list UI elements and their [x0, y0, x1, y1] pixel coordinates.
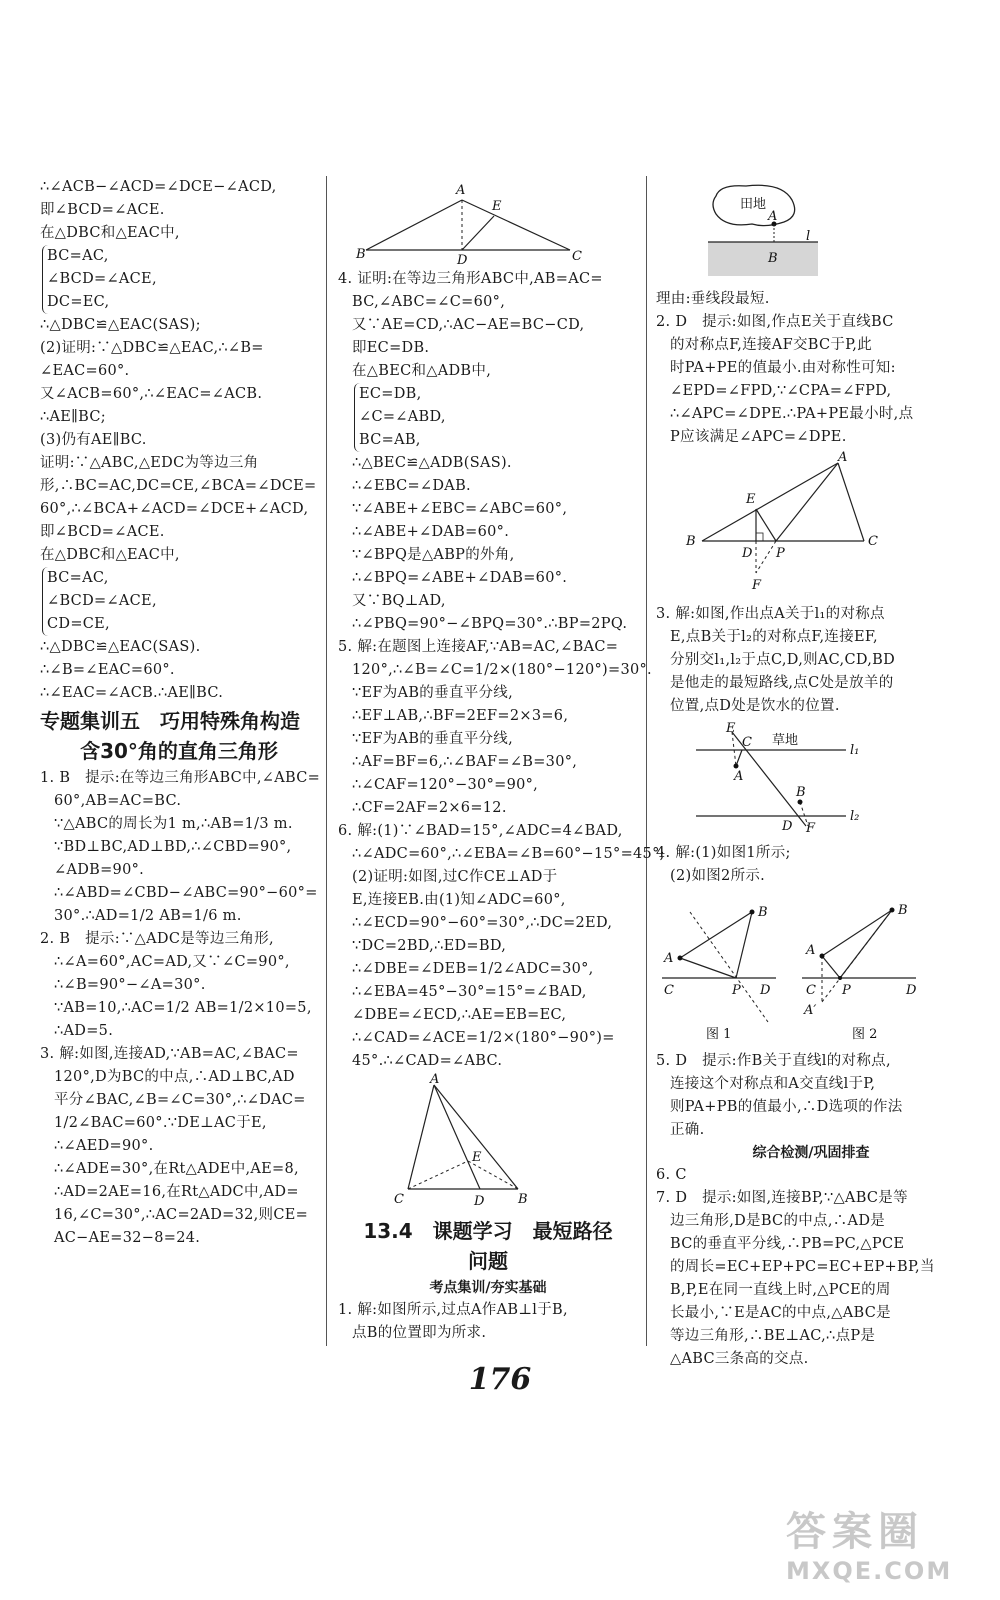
answer-line: AC−AE=32−8=24.: [54, 1230, 201, 1246]
answer-line: 是他走的最短路线,点C处是放羊的: [670, 675, 894, 691]
answer-line: 点B的位置即为所求.: [352, 1325, 487, 1341]
answer-line: 理由:垂线段最短.: [656, 291, 770, 307]
watermark-text: 答案圈: [786, 1509, 924, 1555]
answer-line: 长最小,∵E是AC的中点,△ABC是: [670, 1305, 891, 1321]
fig1-label-d: D: [760, 983, 771, 998]
answer-line: ∴∠ABD=∠CBD−∠ABC=90°−60°=: [54, 885, 318, 901]
answer-line: ∴AD=5.: [54, 1023, 114, 1039]
label-l2: l₂: [850, 809, 860, 824]
answer-line: 位置,点D处是饮水的位置.: [670, 698, 840, 714]
answer-line: ∴∠ADE=30°,在Rt△ADE中,AE=8,: [54, 1161, 299, 1177]
answer-line: 连接这个对称点和A交直线l于P,: [670, 1076, 876, 1092]
answer-line: P应该满足∠APC=∠DPE.: [670, 429, 847, 445]
label-d: D: [474, 1194, 485, 1209]
text-line: ∠BCD=∠ACE,: [47, 271, 157, 287]
section-subtitle: 考点集训/夯实基础: [429, 1280, 547, 1296]
fig1-label-b: B: [758, 905, 768, 920]
label-f: F: [806, 821, 816, 836]
answer-line: ∴∠ADC=60°,∴∠EBA=∠B=60°−15°=45°;: [352, 846, 665, 862]
answer-line: ∵DC=2BD,∴ED=BD,: [352, 938, 507, 954]
fig2-label-c: C: [806, 983, 816, 998]
answer-line: ∵∠ABE+∠EBC=∠ABC=60°,: [352, 501, 568, 517]
label-f: F: [752, 578, 762, 593]
answer-line: 5. D 提示:作B关于直线l的对称点,: [656, 1053, 891, 1069]
answer-line: ∵AB=10,∴AC=1/2 AB=1/2×10=5,: [54, 1000, 312, 1016]
text-line: 形,∴BC=AC,DC=CE,∠BCA=∠DCE=: [40, 478, 317, 494]
label-p: P: [776, 546, 785, 561]
label-e: E: [726, 721, 736, 736]
answer-line: ∠ADB=90°.: [54, 862, 145, 878]
text-line: (3)仍有AE∥BC.: [40, 432, 147, 448]
label-l1: l₁: [850, 743, 860, 758]
text-line: (2)证明:∵△DBC≌△EAC,∴∠B=: [40, 340, 264, 356]
text-line: ∴AE∥BC;: [40, 409, 106, 425]
answer-line: ∴∠DBE=∠DEB=1/2∠ADC=30°,: [352, 961, 594, 977]
label-b: B: [768, 251, 778, 266]
label-d: D: [742, 546, 753, 561]
answer-line: 2. D 提示:如图,作点E关于直线BC: [656, 314, 894, 330]
text-line: BC=AC,: [47, 570, 109, 586]
label-d: D: [782, 819, 793, 834]
label-e: E: [492, 199, 502, 214]
label-c: C: [868, 534, 878, 549]
answer-line: 4. 解:(1)如图1所示;: [656, 845, 791, 861]
answer-line: 60°,AB=AC=BC.: [54, 793, 182, 809]
answer-line: 1. B 提示:在等边三角形ABC中,∠ABC=: [40, 770, 321, 786]
section-title: 含30°角的直角三角形: [80, 739, 278, 763]
fig2-label-a-prime: A′: [804, 1003, 817, 1018]
column-divider-2: [646, 176, 647, 1346]
section-title: 13.4 课题学习 最短路径: [363, 1219, 613, 1243]
column-3: [656, 178, 966, 1371]
label-c: C: [742, 735, 752, 750]
text-line: 在△DBC和△EAC中,: [40, 225, 180, 241]
text-line: ∠C=∠ABD,: [359, 409, 446, 425]
answer-line: ∴∠A=60°,AC=AD,又∵∠C=90°,: [54, 954, 290, 970]
label-b: B: [686, 534, 696, 549]
fig1-label-c: C: [664, 983, 674, 998]
page-number: 176: [468, 1362, 532, 1397]
answer-line: ∵BD⊥BC,AD⊥BD,∴∠CBD=90°,: [54, 839, 292, 855]
answer-line: 1/2∠BAC=60°.∵DE⊥AC于E,: [54, 1115, 267, 1131]
section-title: 问题: [468, 1249, 508, 1273]
answer-line: 3. 解:如图,连接AD,∵AB=AC,∠BAC=: [40, 1046, 299, 1062]
text-line: 证明:∵△ABC,△EDC为等边三角: [40, 455, 259, 471]
grassland-figure: [656, 722, 966, 838]
label-c: C: [572, 249, 582, 264]
text-line: ∴△DBC≌△EAC(SAS);: [40, 317, 201, 333]
text-line: BC=AC,: [47, 248, 109, 264]
text-line: ∴∠B=∠EAC=60°.: [40, 662, 175, 678]
answer-line: BC,∠ABC=∠C=60°,: [352, 294, 506, 310]
label-b: B: [518, 1192, 528, 1207]
text-line: 即∠BCD=∠ACE.: [40, 524, 165, 540]
label-e: E: [472, 1150, 482, 1165]
answer-line: ∴AD=2AE=16,在Rt△ADC中,AD=: [54, 1184, 299, 1200]
answer-line: 16,∠C=30°,∴AC=2AD=32,则CE=: [54, 1207, 309, 1223]
answer-line: 2. B 提示:∵△ADC是等边三角形,: [40, 931, 274, 947]
answer-line: ∴△BEC≌△ADB(SAS).: [352, 455, 512, 471]
answer-line: 1. 解:如图所示,过点A作AB⊥l于B,: [338, 1302, 568, 1318]
text-line: 60°,∴∠BCA+∠ACD=∠DCE+∠ACD,: [40, 501, 309, 517]
answer-line: 分别交l₁,l₂于点C,D,则AC,CD,BD: [670, 652, 896, 668]
answer-line: ∠EPD=∠FPD,∵∠CPA=∠FPD,: [670, 383, 892, 399]
field-figure: [656, 182, 966, 284]
answer-line: ∴∠CAD=∠ACE=1/2×(180°−90°)=: [352, 1030, 615, 1046]
fig2-label-b: B: [898, 903, 908, 918]
caption-fig1: 图 1: [706, 1027, 732, 1042]
answer-line: 即EC=DB.: [352, 340, 430, 356]
answer-line: 等边三角形,∴BE⊥AC,∴点P是: [670, 1328, 876, 1344]
text-line: ∠EAC=60°.: [40, 363, 130, 379]
answer-line: ∵EF为AB的垂直平分线,: [352, 731, 514, 747]
triangle-figure-abc: [338, 180, 638, 268]
condition-brace: [42, 567, 318, 636]
fig2-label-d: D: [906, 983, 917, 998]
answer-line: 又∵BQ⊥AD,: [352, 593, 446, 609]
section-title: 专题集训五 巧用特殊角构造: [40, 709, 300, 733]
answer-line: ∴∠PBQ=90°−∠BPQ=30°.∴BP=2PQ.: [352, 616, 628, 632]
fig2-label-p: P: [842, 983, 851, 998]
answer-line: 的周长=EC+EP+PC=EC+EP+BP,当: [670, 1259, 935, 1275]
answer-line: 边三角形,D是BC的中点,∴AD是: [670, 1213, 886, 1229]
text-line: ∴∠ACB−∠ACD=∠DCE−∠ACD,: [40, 179, 277, 195]
fig1-label-a: A: [664, 951, 674, 966]
text-line: 即∠BCD=∠ACE.: [40, 202, 165, 218]
column-divider-1: [326, 176, 327, 1346]
answer-line: ∴∠ABE+∠DAB=60°.: [352, 524, 510, 540]
answer-line: 45°.∴∠CAD=∠ABC.: [352, 1053, 503, 1069]
answer-line: ∵∠BPQ是△ABP的外角,: [352, 547, 515, 563]
answer-line: 在△BEC和△ADB中,: [352, 363, 492, 379]
watermark-logo: [786, 1500, 986, 1590]
answer-line: ∵△ABC的周长为1 m,∴AB=1/3 m.: [54, 816, 293, 832]
text-line: ∴∠EAC=∠ACB.∴AE∥BC.: [40, 685, 224, 701]
answer-line: ∴EF⊥AB,∴BF=2EF=2×3=6,: [352, 708, 569, 724]
section-subtitle: 综合检测/巩固排查: [752, 1145, 870, 1161]
text-line: ∴△DBC≌△EAC(SAS).: [40, 639, 201, 655]
label-d: D: [457, 253, 468, 268]
column-2: [338, 176, 665, 1345]
fig1-label-p: P: [732, 983, 741, 998]
answer-line: ∴AF=BF=6,∴∠BAF=∠B=30°,: [352, 754, 578, 770]
answer-line: ∴∠CAF=120°−30°=90°,: [352, 777, 539, 793]
answer-line: ∴∠B=90°−∠A=30°.: [54, 977, 206, 993]
answer-line: (2)如图2所示.: [670, 868, 766, 884]
answer-line: 6. C: [656, 1167, 687, 1183]
label-a: A: [430, 1072, 440, 1087]
answer-line: 则PA+PB的值最小,∴D选项的作法: [670, 1099, 903, 1115]
answer-line: (2)证明:如图,过C作CE⊥AD于: [352, 869, 558, 885]
triangle-figure-q6: [338, 1072, 638, 1213]
answer-line: BC的垂直平分线,∴PB=PC,△PCE: [670, 1236, 905, 1252]
label-b: B: [356, 247, 366, 262]
figure-pair: [656, 892, 966, 1046]
answer-line: 30°.∴AD=1/2 AB=1/6 m.: [54, 908, 242, 924]
answer-line: 7. D 提示:如图,连接BP,∵△ABC是等: [656, 1190, 908, 1206]
answer-line: ∴∠AED=90°.: [54, 1138, 154, 1154]
answer-line: ∠DBE=∠ECD,∴AE=EB=EC,: [352, 1007, 567, 1023]
answer-line: ∴∠BPQ=∠ABE+∠DAB=60°.: [352, 570, 568, 586]
label-b: B: [796, 785, 806, 800]
condition-brace: [42, 245, 318, 314]
answer-line: 120°,D为BC的中点,∴AD⊥BC,AD: [54, 1069, 295, 1085]
text-line: 在△DBC和△EAC中,: [40, 547, 180, 563]
column-1: [40, 176, 321, 1250]
triangle-figure-q2: [656, 450, 966, 599]
answer-line: 4. 证明:在等边三角形ABC中,AB=AC=: [338, 271, 603, 287]
answer-line: 平分∠BAC,∠B=∠C=30°,∴∠DAC=: [54, 1092, 306, 1108]
label-c: C: [394, 1192, 404, 1207]
text-line: ∠BCD=∠ACE,: [47, 593, 157, 609]
fig2-label-a: A: [806, 943, 816, 958]
answer-line: ∴∠APC=∠DPE.∴PA+PE最小时,点: [670, 406, 914, 422]
label-a: A: [456, 183, 466, 198]
answer-line: 的对称点F,连接AF交BC于P,此: [670, 337, 872, 353]
label-e: E: [746, 492, 756, 507]
answer-line: 时PA+PE的值最小.由对称性可知:: [670, 360, 896, 376]
label-l: l: [806, 229, 811, 244]
answer-line: B,P,E在同一直线上时,△PCE的周: [670, 1282, 891, 1298]
answer-line: 又∵AE=CD,∴AC−AE=BC−CD,: [352, 317, 585, 333]
answer-line: ∴∠EBC=∠DAB.: [352, 478, 471, 494]
text-line: EC=DB,: [359, 386, 422, 402]
watermark-url: MXQE.COM: [786, 1557, 953, 1585]
answer-line: 120°,∴∠B=∠C=1/2×(180°−120°)=30°.: [352, 662, 652, 678]
answer-line: ∵EF为AB的垂直平分线,: [352, 685, 514, 701]
label-a: A: [734, 769, 744, 784]
text-line: CD=CE,: [47, 616, 110, 632]
field-label: 田地: [740, 197, 767, 212]
answer-line: ∴∠ECD=90°−60°=30°,∴DC=2ED,: [352, 915, 613, 931]
answer-line: E,点B关于l₂的对称点F,连接EF,: [670, 629, 878, 645]
text-line: DC=EC,: [47, 294, 110, 310]
answer-line: 正确.: [670, 1122, 705, 1138]
answer-line: 6. 解:(1)∵∠BAD=15°,∠ADC=4∠BAD,: [338, 823, 623, 839]
answer-line: 5. 解:在题图上连接AF,∵AB=AC,∠BAC=: [338, 639, 619, 655]
answer-line: 3. 解:如图,作出点A关于l₁的对称点: [656, 606, 885, 622]
text-line: BC=AB,: [359, 432, 421, 448]
answer-line: △ABC三条高的交点.: [670, 1351, 809, 1367]
answer-line: ∴CF=2AF=2×6=12.: [352, 800, 507, 816]
grass-label: 草地: [772, 733, 799, 748]
caption-fig2: 图 2: [852, 1027, 878, 1042]
text-line: 又∠ACB=60°,∴∠EAC=∠ACB.: [40, 386, 263, 402]
label-a: A: [838, 450, 848, 465]
label-a: A: [768, 209, 778, 224]
condition-brace: [354, 383, 638, 452]
answer-line: ∴∠EBA=45°−30°=15°=∠BAD,: [352, 984, 587, 1000]
answer-line: E,连接EB.由(1)知∠ADC=60°,: [352, 892, 566, 908]
